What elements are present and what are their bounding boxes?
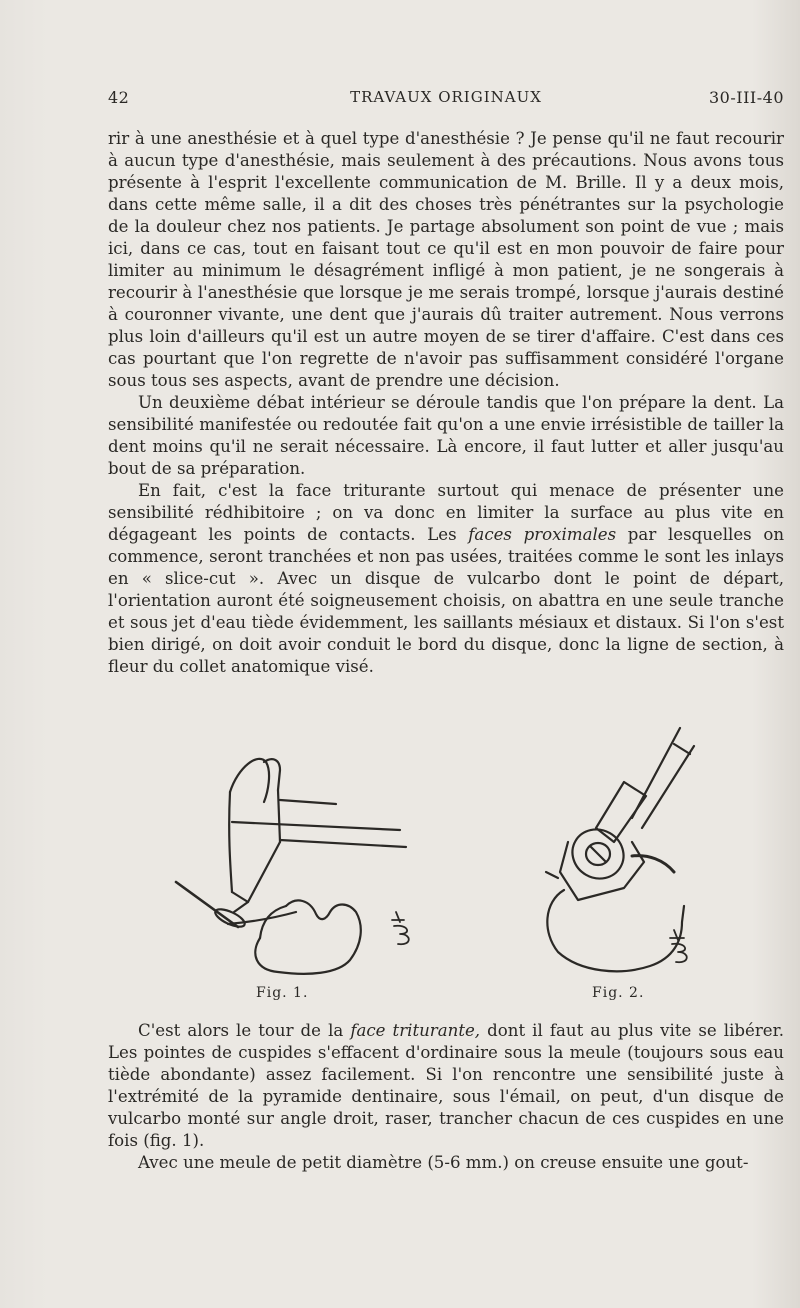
paragraph — [108, 1152, 784, 1174]
text-run: C'est alors le tour de la — [138, 1021, 351, 1040]
text-block-top — [108, 128, 784, 678]
text-run: rir à une anesthésie et à quel type d'anesthésie ? Je pense qu'il ne faut recourir à aucun type d'anesthésie, mais seulement à des précautions. Nous avons tous présente à l'esprit l'excellente communication de M. Brille. Il y a deux mois, dans cette même salle, il a dit des choses très pénétrantes sur la psychologie de la douleur chez nos patients. Je partage absolument son point de vue ; mais ici, dans ce cas, tout en faisant tout ce qu'il est en mon pouvoir de faire pour limiter au minimum le désagrément infligé à mon patient, je ne songerais à recourir à l'anesthésie que lorsque je me serais trompé, lorsque j'aurais destiné à couronner vivante, une dent que j'aurais dû traiter autrement. Nous verrons plus loin d'ailleurs qu'il est un autre moyen de se tirer d'affaire. C'est dans ces cas pourtant que l'on regrette de n'avoir pas suffisamment considéré l'organe sous tous ses aspects, avant de prendre une décision. — [108, 129, 784, 390]
italic-term: face triturante, — [350, 1021, 481, 1040]
text-run: Un deuxième débat intérieur se déroule tandis que l'on prépare la dent. La sensibilité manifestée ou redoutée fait qu'on a une envie irrésistible de tailler la dent moins qu'il ne serait nécessaire. Là encore, il faut lutter et aller jusqu'au bout de sa préparation. — [108, 393, 784, 478]
text-run: En fait, c'est la face triturante surtout qui menace de présenter une sensibilité rédhibitoire ; on va donc en limiter la surface au plus vite en dégageant les points de contacts. Les — [108, 481, 784, 544]
text-block-bottom — [108, 1020, 784, 1174]
paragraph — [108, 392, 784, 480]
text-run: dont il faut au plus vite se libérer. Les pointes de cuspides s'effacent d'ordinaire sous la meule (toujours sous eau tiède abondante) assez facilement. Si l'on rencontre une sensibilité juste à l'extrémité de la pyramide dentinaire, sous l'émail, on peut, d'un disque de vulcarbo monté sur angle droit, raser, trancher chacun de ces cuspides en une fois (fig. 1). — [108, 1021, 784, 1150]
running-title: TRAVAUX ORIGINAUX — [350, 88, 542, 106]
page-number: 42 — [108, 88, 130, 107]
figure-2-caption: Fig. 2. — [592, 985, 645, 1001]
page-header — [108, 88, 784, 114]
figure-2-illustration — [524, 722, 734, 980]
paragraph — [108, 1020, 784, 1152]
paragraph — [108, 128, 784, 392]
figure-1-caption: Fig. 1. — [256, 985, 309, 1001]
header-date: 30-III-40 — [709, 88, 784, 107]
text-run: par lesquelles on commence, seront tranchées et non pas usées, traitées comme le sont les inlays en « slice-cut ». Avec un disque de vulcarbo dont le point de départ, l'orientation auront été soigneusement choisis, on abattra en une seule tranche et sous jet d'eau tiède évidemment, les saillants mésiaux et distaux. Si l'on s'est bien dirigé, on doit avoir conduit le bord du disque, donc la ligne de section, à fleur du collet anatomique visé. — [108, 525, 785, 676]
paragraph — [108, 480, 784, 678]
text-run: Avec une meule de petit diamètre (5-6 mm.) on creuse ensuite une gout- — [138, 1153, 749, 1172]
italic-term: faces proximales — [468, 525, 617, 544]
figure-1-illustration — [168, 722, 420, 980]
